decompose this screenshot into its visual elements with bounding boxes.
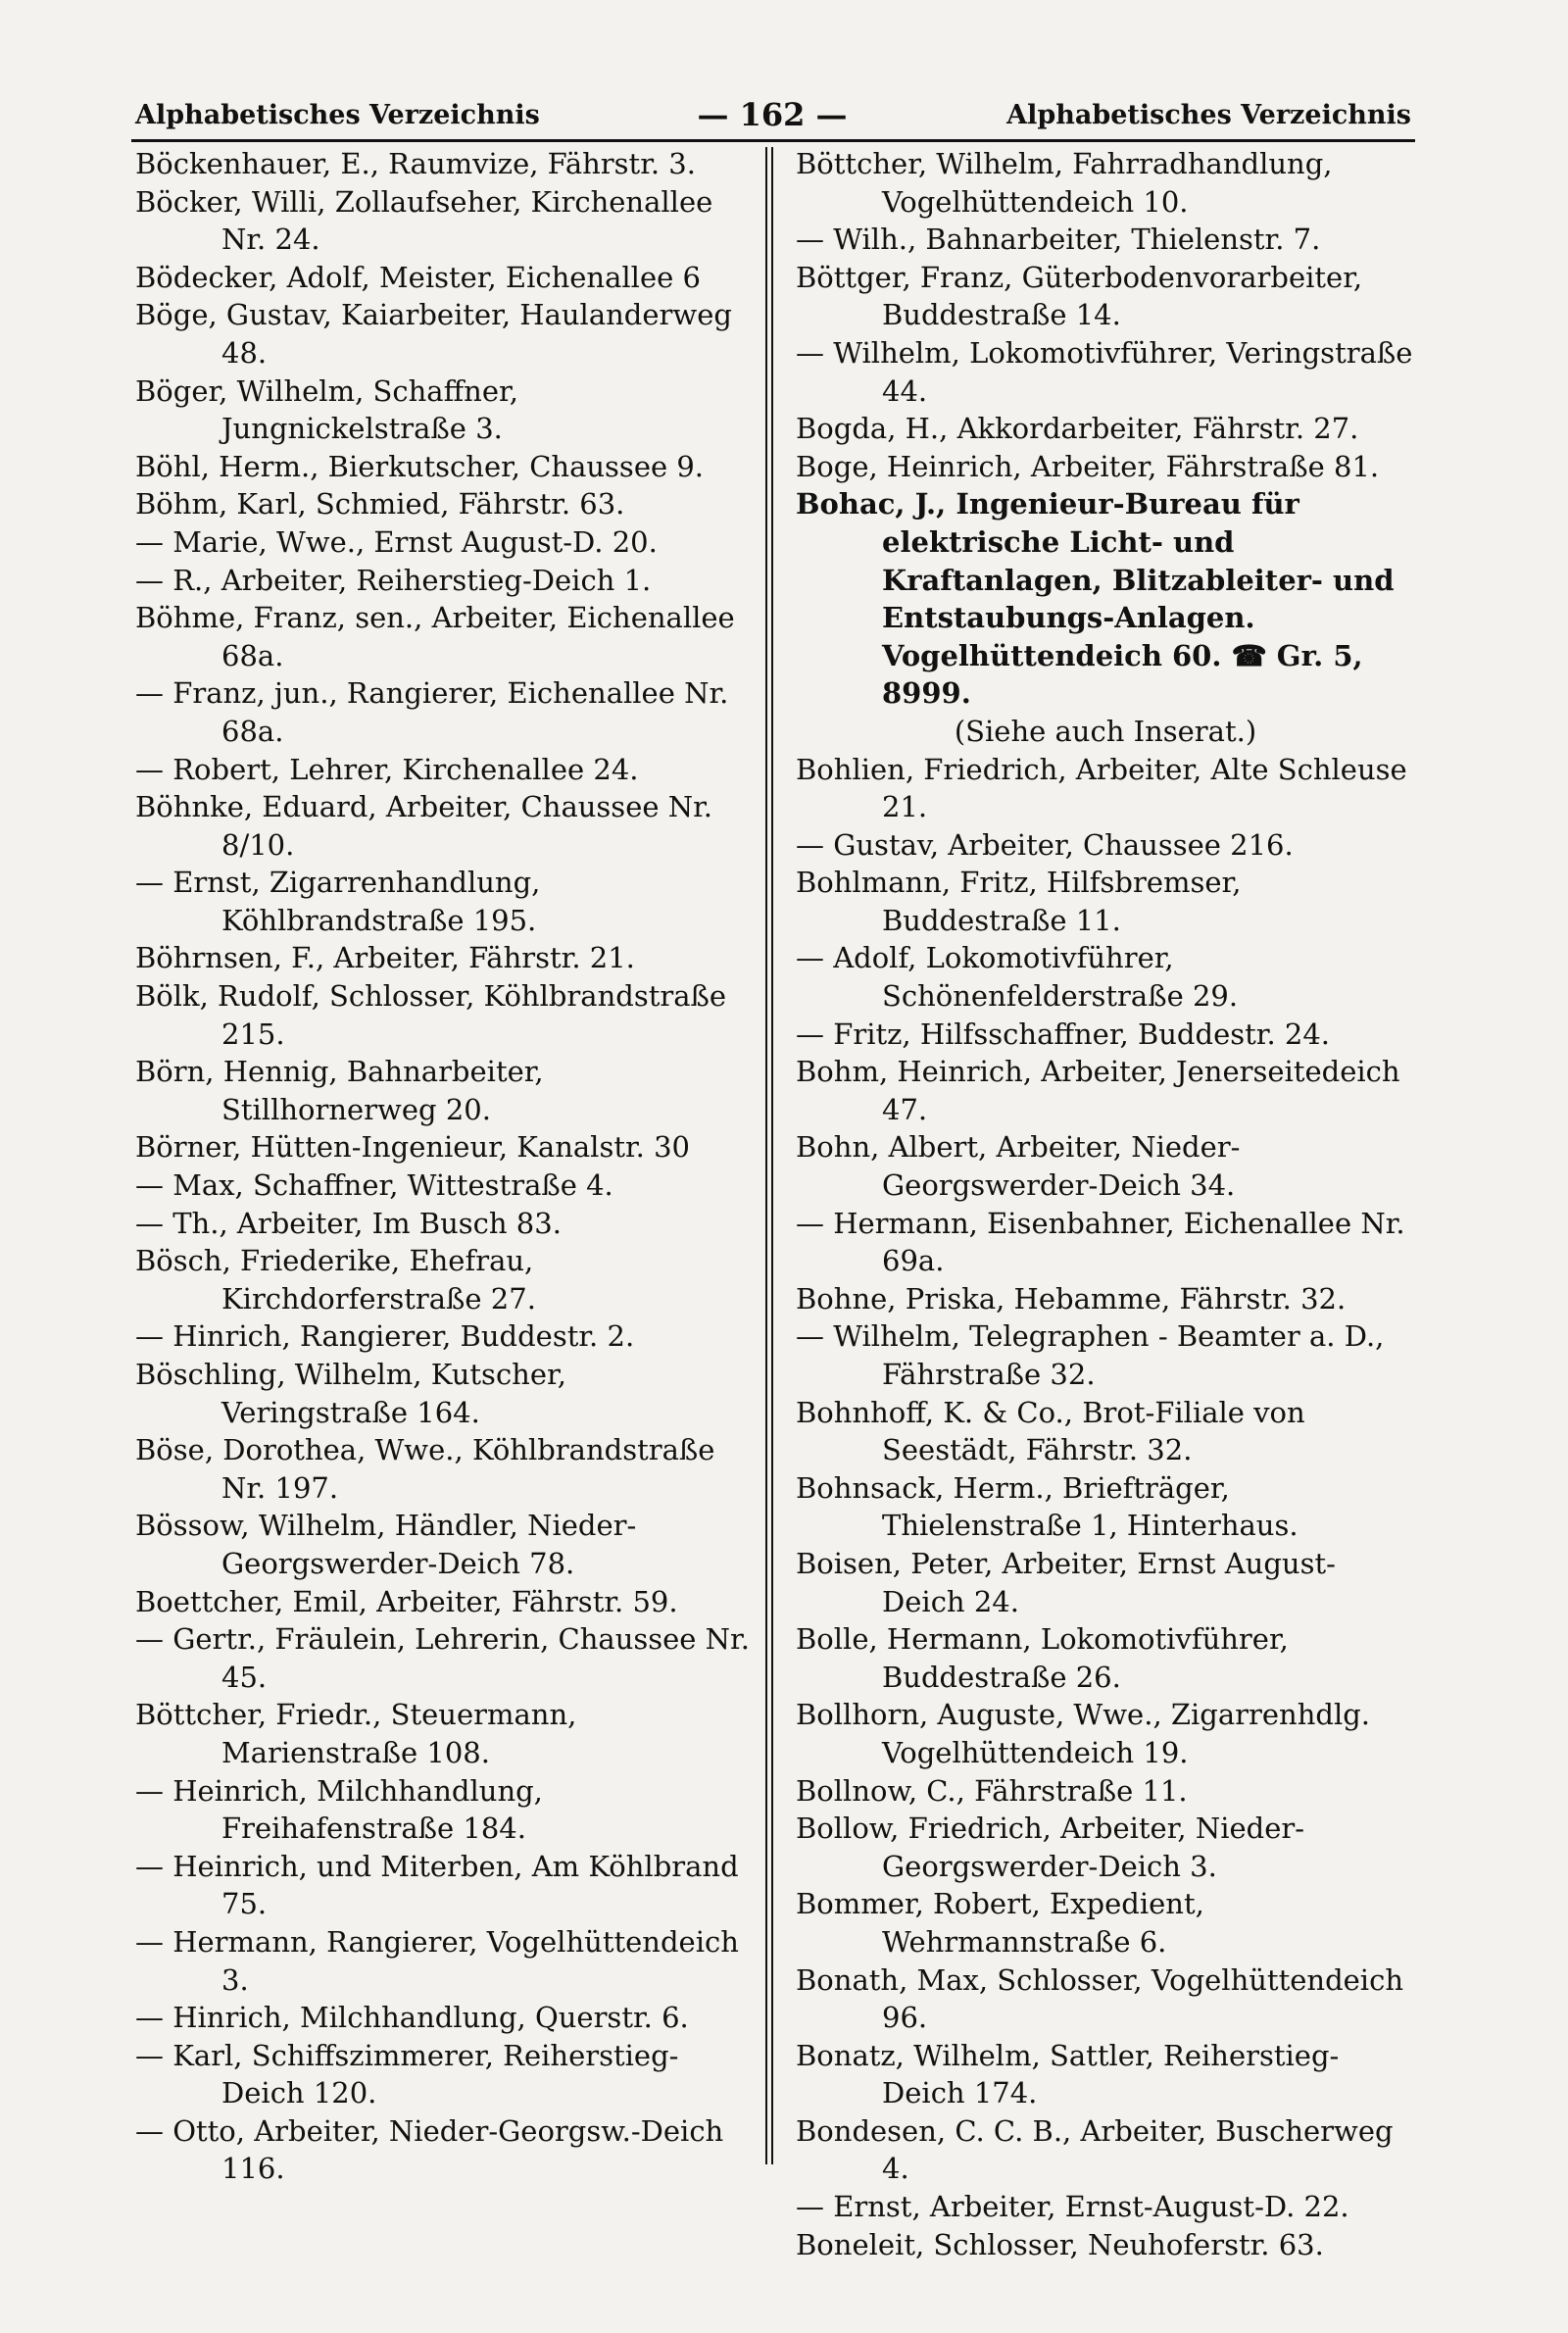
header-left-title: Alphabetisches Verzeichnis	[135, 100, 540, 130]
list-item: — Wilh., Bahnarbeiter, Thielenstr. 7.	[796, 223, 1321, 257]
list-item: Bollow, Friedrich, Arbeiter, Nieder-Georgswerder-Deich 3.	[796, 1812, 1305, 1883]
list-item: — Wilhelm, Lokomotivführer, Veringstraße 44.	[796, 335, 1413, 408]
phone-number: ☎ Gr. 5, 8999.	[882, 638, 1363, 711]
list-item: Bohne, Priska, Hebamme, Fährstr. 32.	[796, 1281, 1347, 1315]
list-item: Bohnsack, Herm., Briefträger, Thielenstraße 1, Hinterhaus.	[796, 1470, 1298, 1543]
list-item: — Robert, Lehrer, Kirchenallee 24.	[135, 752, 639, 786]
list-item: Börn, Hennig, Bahnarbeiter, Stillhornerweg 20.	[135, 1055, 544, 1126]
list-item: Boisen, Peter, Arbeiter, Ernst August-Deich 24.	[796, 1546, 1336, 1618]
list-item: Bohnhoff, K. & Co., Brot-Filiale von Seestädt, Fährstr. 32.	[796, 1395, 1305, 1467]
list-item: Böckenhauer, E., Raumvize, Fährstr. 3.	[135, 147, 696, 180]
list-item: Böge, Gustav, Kaiarbeiter, Haulanderweg 48.	[135, 298, 732, 370]
list-item: Böger, Wilhelm, Schaffner, Jungnickelstraße 3.	[135, 373, 518, 446]
list-item: Bonath, Max, Schlosser, Vogelhüttendeich 96.	[796, 1962, 1404, 2035]
list-item: Böhl, Herm., Bierkutscher, Chaussee 9.	[135, 449, 705, 483]
list-item: Boettcher, Emil, Arbeiter, Fährstr. 59.	[135, 1584, 678, 1618]
list-item: Bössow, Wilhelm, Händler, Nieder-Georgswerder-Deich 78.	[135, 1509, 637, 1580]
featured-entry-text: Bohac, J., Ingenieur-Bureau für elektrische Licht- und Kraftanlagen, Blitzableiter- und Entstaubungs-Anlagen. Vogelhüttendeich 60.	[796, 487, 1395, 672]
list-item: — Heinrich, und Miterben, Am Köhlbrand 75.	[135, 1849, 739, 1921]
list-item: Bollnow, C., Fährstraße 11.	[796, 1773, 1188, 1808]
list-item: Böttcher, Wilhelm, Fahrradhandlung, Vogelhüttendeich 10.	[796, 147, 1333, 219]
header-right-title: Alphabetisches Verzeichnis	[1006, 100, 1411, 130]
list-item: — R., Arbeiter, Reiherstieg-Deich 1.	[135, 563, 652, 597]
list-item: — Th., Arbeiter, Im Busch 83.	[135, 1206, 562, 1240]
list-item: — Gertr., Fräulein, Lehrerin, Chaussee Nr. 45.	[135, 1622, 750, 1694]
list-item: Böttcher, Friedr., Steuermann, Marienstraße 108.	[135, 1698, 577, 1769]
list-item: Böhme, Franz, sen., Arbeiter, Eichenallee 68a.	[135, 601, 735, 672]
list-item: — Wilhelm, Telegraphen - Beamter a. D., Fährstraße 32.	[796, 1319, 1385, 1391]
list-item: Böse, Dorothea, Wwe., Köhlbrandstraße Nr. 197.	[135, 1433, 715, 1505]
list-item: — Hermann, Rangierer, Vogelhüttendeich 3.	[135, 1924, 739, 1997]
list-item: — Otto, Arbeiter, Nieder-Georgsw.-Deich 116.	[135, 2113, 724, 2186]
list-item: Bollhorn, Auguste, Wwe., Zigarrenhdlg. Vogelhüttendeich 19.	[796, 1698, 1371, 1769]
list-item: — Fritz, Hilfsschaffner, Buddestr. 24.	[796, 1017, 1330, 1051]
list-item: Bohlmann, Fritz, Hilfsbremser, Buddestraße 11.	[796, 866, 1242, 937]
list-item: Böcker, Willi, Zollaufseher, Kirchenallee Nr. 24.	[135, 184, 713, 257]
list-item: Bohm, Heinrich, Arbeiter, Jenerseitedeich 47.	[796, 1055, 1400, 1126]
list-item: Bölk, Rudolf, Schlosser, Köhlbrandstraße 215.	[135, 979, 727, 1051]
list-item: Bogda, H., Akkordarbeiter, Fährstr. 27.	[796, 412, 1359, 446]
list-item: Bösch, Friederike, Ehefrau, Kirchdorferstraße 27.	[135, 1244, 536, 1315]
list-item: Böhrnsen, F., Arbeiter, Fährstr. 21.	[135, 941, 635, 975]
list-item: — Franz, jun., Rangierer, Eichenallee Nr. 68a.	[135, 676, 729, 748]
list-item: — Adolf, Lokomotivführer, Schönenfelderstraße 29.	[796, 941, 1239, 1014]
list-item: Böschling, Wilhelm, Kutscher, Veringstraße 164.	[135, 1358, 566, 1429]
featured-entry	[796, 485, 1415, 713]
list-item: — Ernst, Zigarrenhandlung, Köhlbrandstraße 195.	[135, 866, 541, 937]
featured-entry-note: (Siehe auch Inserat.)	[954, 714, 1257, 748]
list-item: Böhnke, Eduard, Arbeiter, Chaussee Nr. 8/10.	[135, 790, 713, 862]
header-rule	[131, 139, 1415, 142]
page-header	[135, 96, 1411, 139]
list-item: Börner, Hütten-Ingenieur, Kanalstr. 30	[135, 1130, 691, 1165]
list-item: Bohn, Albert, Arbeiter, Nieder-Georgswerder-Deich 34.	[796, 1130, 1241, 1203]
page-number: — 162 —	[697, 96, 848, 133]
list-item: — Marie, Wwe., Ernst August-D. 20.	[135, 524, 658, 559]
list-item: — Hinrich, Milchhandlung, Querstr. 6.	[135, 2001, 689, 2035]
list-item: Bondesen, C. C. B., Arbeiter, Buscherweg 4.	[796, 2113, 1394, 2186]
list-item: Bolle, Hermann, Lokomotivführer, Buddestraße 26.	[796, 1622, 1289, 1694]
column-divider	[765, 147, 773, 2164]
left-column	[135, 145, 753, 2188]
list-item: Bohlien, Friedrich, Arbeiter, Alte Schleuse 21.	[796, 752, 1407, 824]
right-column	[796, 145, 1415, 2263]
list-item: — Ernst, Arbeiter, Ernst-August-D. 22.	[796, 2190, 1349, 2224]
list-item: Bommer, Robert, Expedient, Wehrmannstraße 6.	[796, 1887, 1204, 1959]
list-item: Boge, Heinrich, Arbeiter, Fährstraße 81.	[796, 449, 1380, 483]
list-item: — Heinrich, Milchhandlung, Freihafenstraße 184.	[135, 1773, 543, 1846]
list-item: Bonatz, Wilhelm, Sattler, Reiherstieg-Deich 174.	[796, 2038, 1340, 2110]
list-item: Boneleit, Schlosser, Neuhoferstr. 63.	[796, 2227, 1324, 2261]
list-item: Böhm, Karl, Schmied, Fährstr. 63.	[135, 487, 625, 521]
list-item: Böttger, Franz, Güterbodenvorarbeiter, Buddestraße 14.	[796, 260, 1363, 332]
list-item: — Gustav, Arbeiter, Chaussee 216.	[796, 827, 1294, 862]
list-item: — Hinrich, Rangierer, Buddestr. 2.	[135, 1319, 635, 1354]
list-item: — Hermann, Eisenbahner, Eichenallee Nr. 69a.	[796, 1206, 1405, 1278]
list-item: — Max, Schaffner, Wittestraße 4.	[135, 1168, 613, 1203]
list-item: — Karl, Schiffszimmerer, Reiherstieg-Deich 120.	[135, 2038, 679, 2110]
list-item: Bödecker, Adolf, Meister, Eichenallee 6	[135, 260, 701, 294]
